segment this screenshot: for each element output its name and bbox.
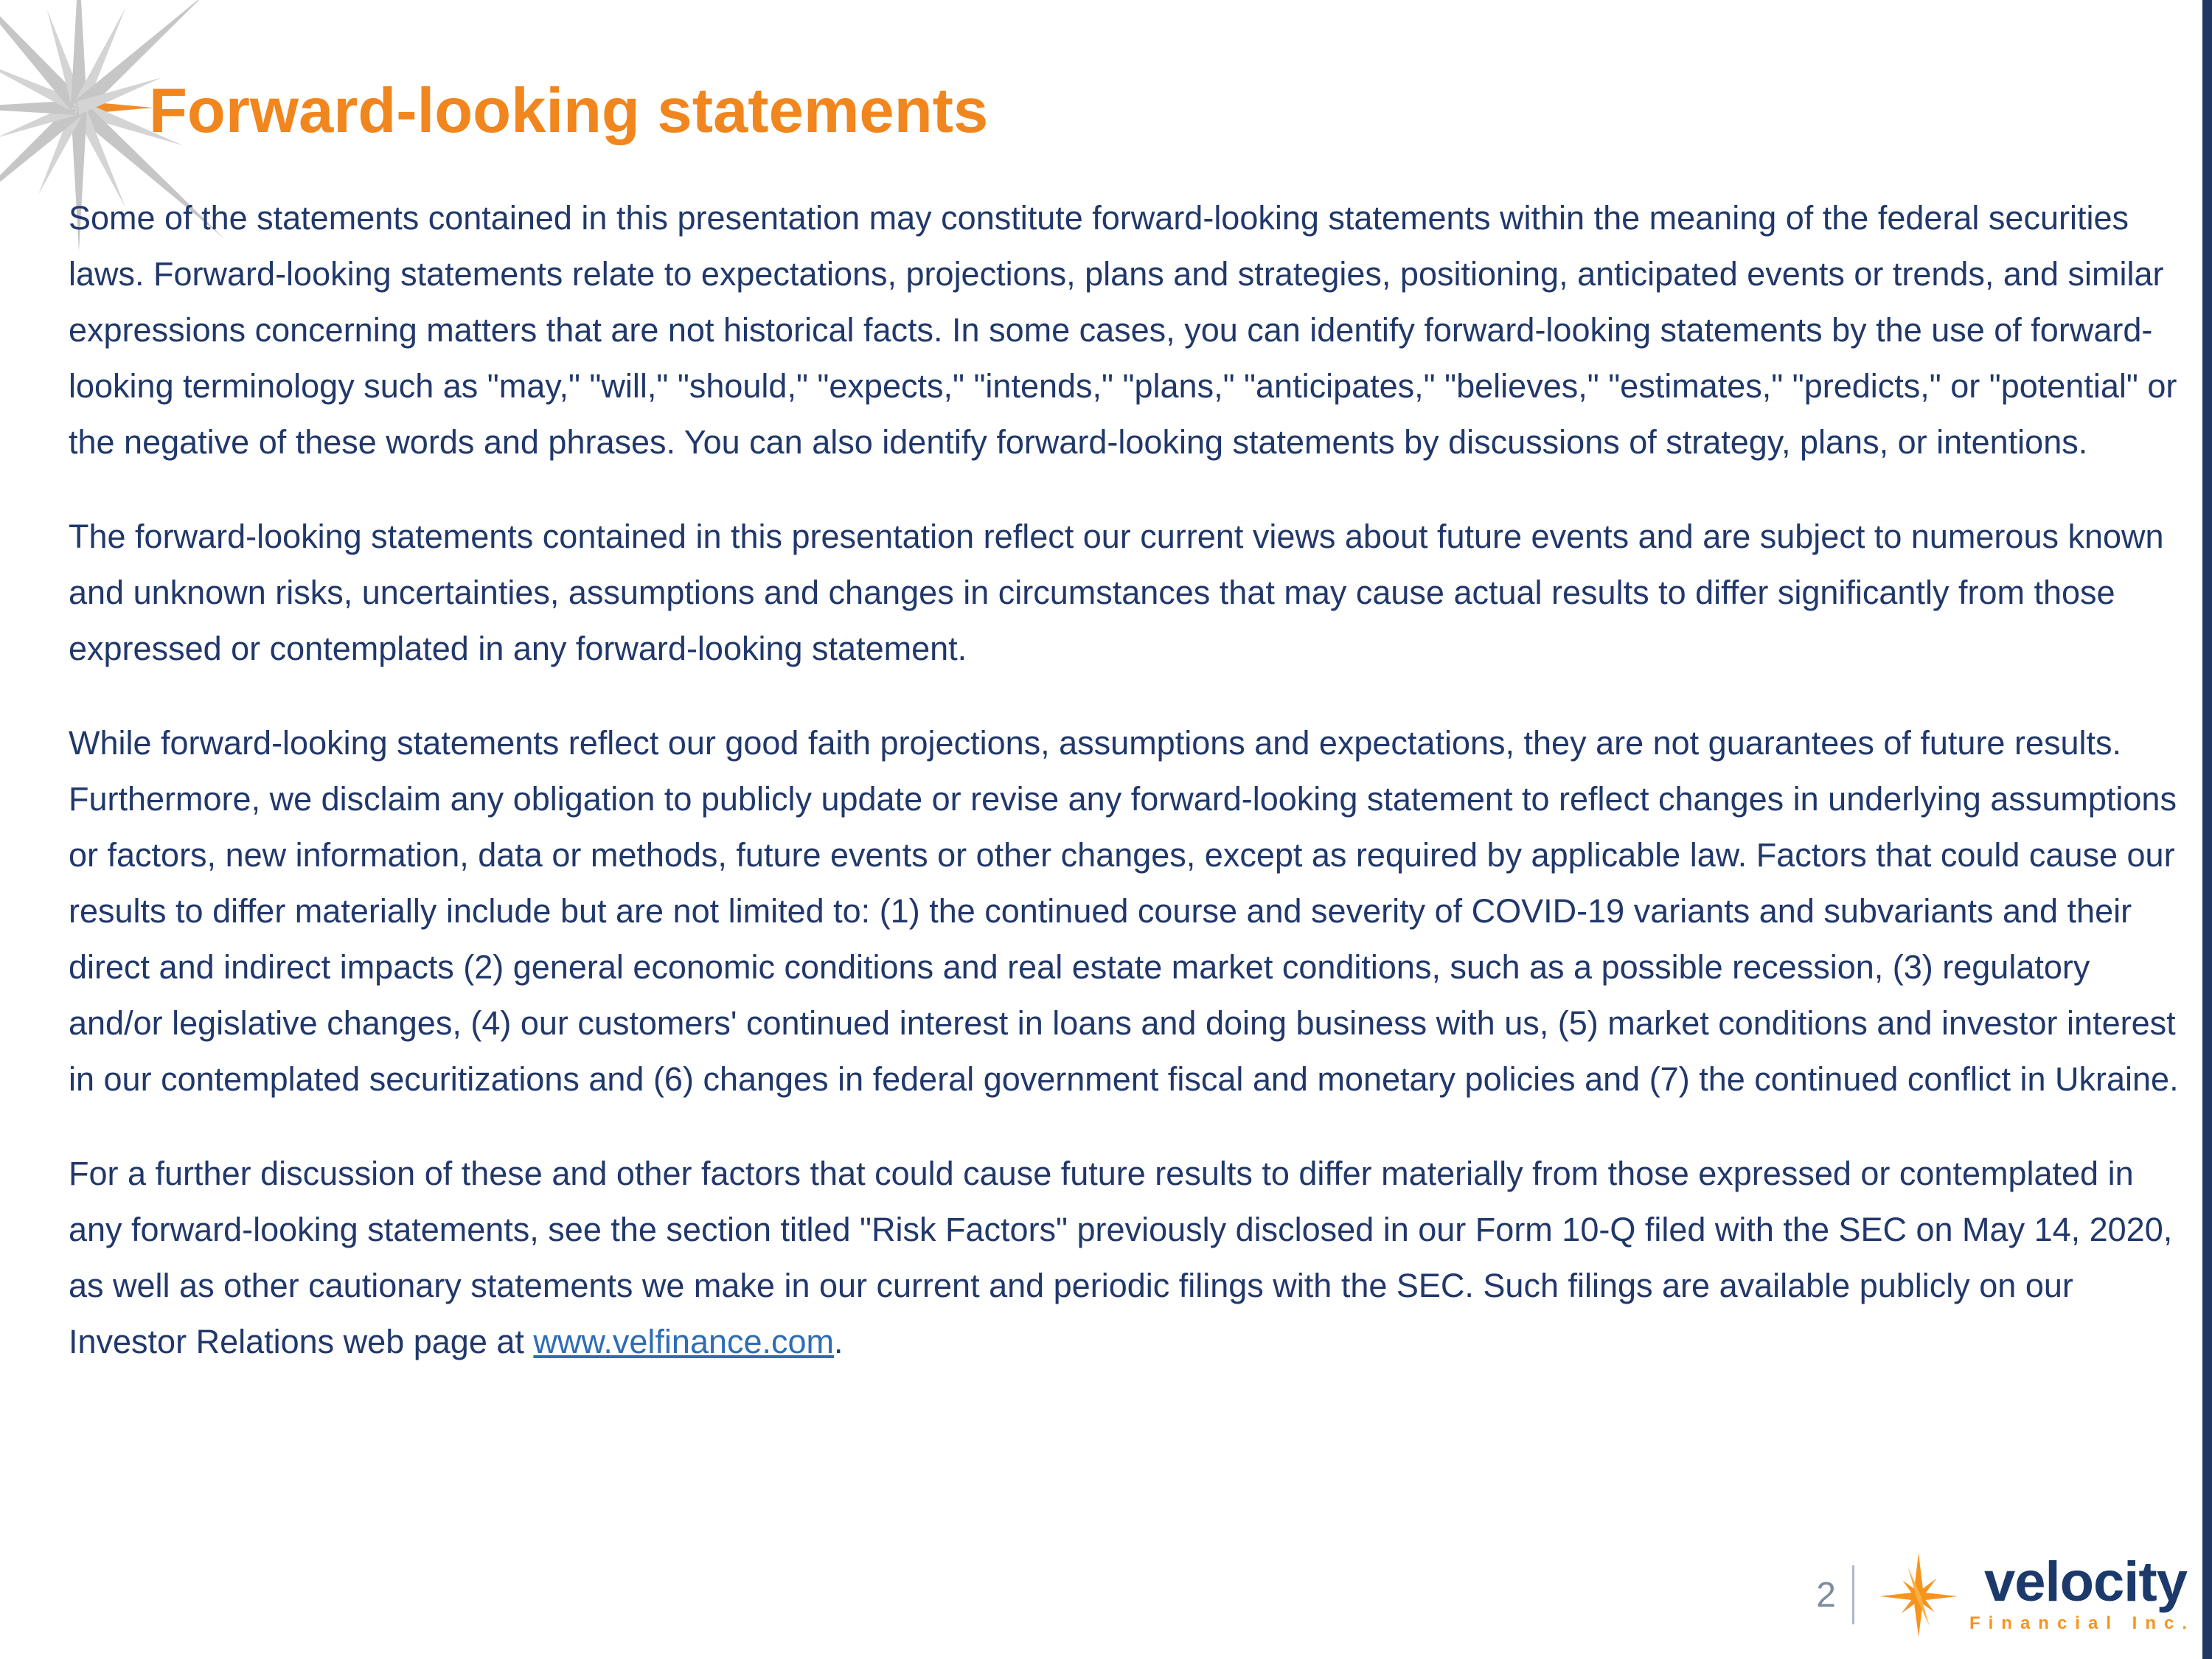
slide-body bbox=[69, 190, 2192, 1370]
footer bbox=[1816, 1550, 2195, 1640]
paragraph-4-text: For a further discussion of these and other factors that could cause future results to differ materially from those expressed or contemplated in any forward-looking statements, see the section titled "Risk Factors" previously disclosed in our Form 10-Q filed with the SEC on May 14, 2020, as well as other cautionary statements we make in our current and periodic filings with the SEC. Such filings are available publicly on our Investor Relations web page at bbox=[69, 1155, 2173, 1360]
velocity-star-icon bbox=[1874, 1550, 1964, 1640]
paragraph-3: While forward-looking statements reflect our good faith projections, assumptions and expectations, they are not guarantees of future results. Furthermore, we disclaim any obligation to publicly update or revise any forward-looking statement to reflect changes in underlying assumptions or factors, new information, data or methods, future events or other changes, except as required by applicable law. Factors that could cause our results to differ materially include but are not limited to: (1) the continued course and severity of COVID-19 variants and subvariants and their direct and indirect impacts (2) general economic conditions and real estate market conditions, such as a possible recession, (3) regulatory and/or legislative changes, (4) our customers' continued interest in loans and doing business with us, (5) market conditions and investor interest in our contemplated securitizations and (6) changes in federal government fiscal and monetary policies and (7) the continued conflict in Ukraine. bbox=[69, 724, 2179, 1098]
velocity-wordmark bbox=[1969, 1551, 2195, 1633]
page-number: 2 bbox=[1816, 1575, 1836, 1615]
right-edge-bar bbox=[2202, 0, 2212, 1659]
paragraph-4 bbox=[69, 1146, 2192, 1370]
paragraph-4-period: . bbox=[834, 1323, 844, 1360]
paragraph-2: The forward-looking statements contained in this presentation reflect our current views about future events and are subject to numerous known and unknown risks, uncertainties, assumptions and changes in circumstances that may cause actual results to differ significantly from those expressed or contemplated in any forward-looking statement. bbox=[69, 518, 2164, 667]
velfinance-link[interactable]: www.velfinance.com bbox=[533, 1323, 835, 1360]
brand-tagline: Financial Inc. bbox=[1969, 1613, 2195, 1633]
page-title: Forward-looking statements bbox=[149, 76, 989, 146]
footer-divider bbox=[1852, 1565, 1854, 1624]
paragraph-1: Some of the statements contained in this presentation may constitute forward-looking statements within the meaning of the federal securities laws. Forward-looking statements relate to expectations, projections, plans and strategies, positioning, anticipated events or trends, and similar expressions concerning matters that are not historical facts. In some cases, you can identify forward-looking statements by the use of forward-looking terminology such as "may," "will," "should," "expects," "intends," "plans," "anticipates," "believes," "estimates," "predicts," or "potential" or the negative of these words and phrases. You can also identify forward-looking statements by discussions of strategy, plans, or intentions. bbox=[69, 199, 2177, 461]
brand-name: velocity bbox=[1983, 1551, 2187, 1614]
